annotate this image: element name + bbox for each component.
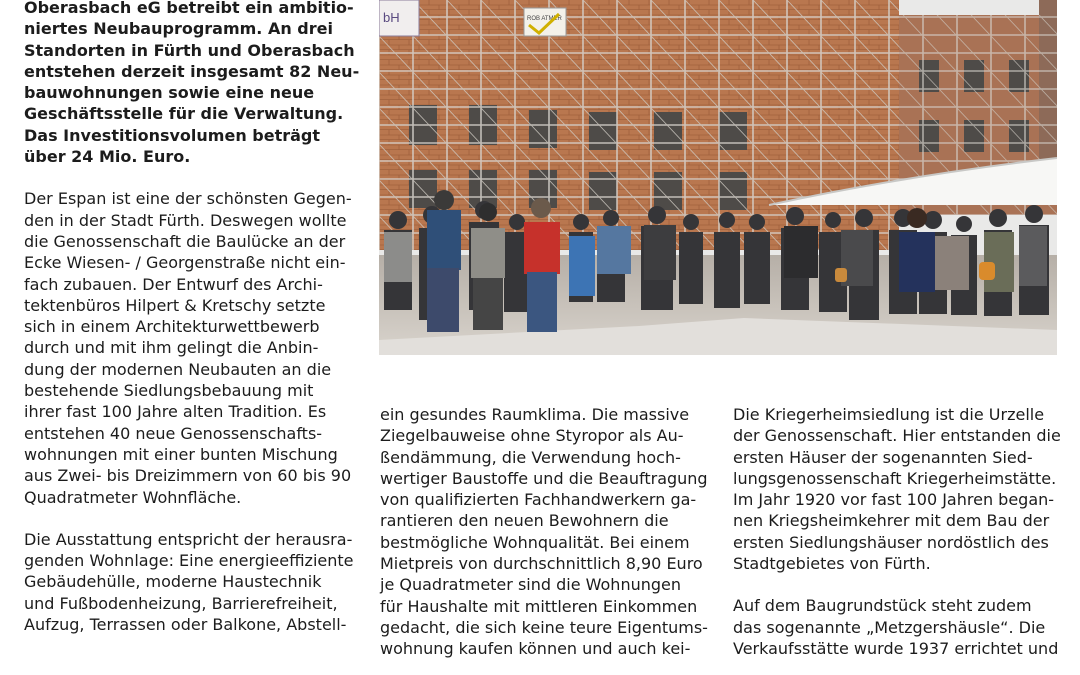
text-line: nen Kriegsheimkehrer mit dem Bau der <box>733 511 1050 531</box>
text-line: sich in einem Architekturwettbewerb <box>24 317 320 337</box>
text-line: die Genossenschaft die Baulücke an der <box>24 231 346 251</box>
text-line: ersten Häuser der sogenannten Sied- <box>733 447 1033 467</box>
text-line: wohnung kaufen können und auch kei- <box>380 639 691 659</box>
text-line: Die Kriegerheimsiedlung ist die Urzelle <box>733 405 1045 424</box>
text-line: wohnungen mit einer bunten Mischung <box>24 444 338 464</box>
text-line: Quadratmeter Wohnfläche. <box>24 487 242 507</box>
text-line: über 24 Mio. Euro. <box>24 147 191 167</box>
text-line: dung der modernen Neubauten an die <box>24 359 332 379</box>
intro-lead-paragraph <box>24 0 359 167</box>
text-line: rantieren den neuen Bewohnern die <box>380 511 669 531</box>
text-line: Das Investitionsvolumen beträgt <box>24 125 321 145</box>
text-line: aus Zwei- bis Dreizimmern von 60 bis 90 <box>24 466 352 486</box>
text-line: Standorten in Fürth und Oberasbach <box>24 40 355 60</box>
text-line: durch und mit ihm gelingt die Anbin- <box>24 338 319 358</box>
text-line: bestmögliche Wohnqualität. Bei einem <box>380 532 690 552</box>
text-line: Geschäftsstelle für die Verwaltung. <box>24 104 344 124</box>
text-line: lungsgenossenschaft Kriegerheimstätte. <box>733 468 1057 488</box>
text-line: bestehende Siedlungsbebauung mit <box>24 381 314 401</box>
text-line: entstehen 40 neue Genossenschafts- <box>24 423 323 443</box>
text-line: bauwohnungen sowie eine neue <box>24 83 315 103</box>
text-line: Mietpreis von durchschnittlich 8,90 Euro <box>380 554 703 574</box>
text-line: Der Espan ist eine der schönsten Gegen- <box>24 189 352 209</box>
text-line: ersten Siedlungshäuser nordöstlich des <box>733 532 1049 552</box>
text-line: Gebäudehülle, moderne Haustechnik <box>24 572 322 592</box>
middle-column <box>380 404 710 660</box>
text-line: niertes Neubauprogramm. An drei <box>24 19 333 39</box>
text-line: Im Jahr 1920 vor fast 100 Jahren began- <box>733 490 1055 510</box>
text-line: Aufzug, Terrassen oder Balkone, Abstell- <box>24 615 347 635</box>
text-line: das sogenannte „Metzgershäusle“. Die <box>733 617 1046 637</box>
construction-site-photo <box>379 0 1057 355</box>
text-line: ein gesundes Raumklima. Die massive <box>380 405 690 424</box>
text-line: je Quadratmeter sind die Wohnungen <box>380 575 682 595</box>
text-line: Verkaufsstätte wurde 1937 errichtet und <box>733 638 1059 658</box>
text-line: genden Wohnlage: Eine energieeffiziente <box>24 551 354 571</box>
text-line: tektenbüros Hilpert & Kretschy setzte <box>24 295 326 315</box>
text-line: von qualifizierten Fachhandwerkern ga- <box>380 490 697 510</box>
text-line: und Fußbodenheizung, Barrierefreiheit, <box>24 593 338 613</box>
text-line: den in der Stadt Fürth. Deswegen wollte <box>24 210 347 230</box>
text-line: ßendämmung, die Verwendung hoch- <box>380 447 681 467</box>
text-line: Stadtgebietes von Fürth. <box>733 554 931 574</box>
photo-illustration <box>379 0 1057 355</box>
text-line: für Haushalte mit mittleren Einkommen <box>380 596 698 616</box>
text-line: Auf dem Baugrundstück steht zudem <box>733 596 1032 616</box>
text-line: Ziegelbauweise ohne Styropor als Au- <box>380 426 684 446</box>
text-line: Die Ausstattung entspricht der herausra- <box>24 529 353 549</box>
kriegerheim-paragraph <box>733 404 1068 574</box>
sign-right-text: ROB ATMER <box>527 16 562 22</box>
left-column <box>24 0 359 635</box>
metzgershaeusle-paragraph <box>733 595 1068 659</box>
text-line: gedacht, die sich keine teure Eigentums- <box>380 617 708 637</box>
text-line: Ecke Wiesen- / Georgenstraße nicht ein- <box>24 253 346 273</box>
text-line: der Genossenschaft. Hier entstanden die <box>733 426 1061 446</box>
sign-left-text: bH <box>383 10 400 25</box>
text-line: Oberasbach eG betreibt ein ambitio- <box>24 0 354 17</box>
text-line: wertiger Baustoffe und die Beauftragung <box>380 468 708 488</box>
text-line: ihrer fast 100 Jahre alten Tradition. Es <box>24 402 327 422</box>
right-column <box>733 404 1068 659</box>
text-line: entstehen derzeit insgesamt 82 Neu- <box>24 61 360 81</box>
ausstattung-paragraph <box>24 529 359 635</box>
text-line: fach zubauen. Der Entwurf des Archi- <box>24 274 323 294</box>
espan-paragraph <box>24 188 359 507</box>
